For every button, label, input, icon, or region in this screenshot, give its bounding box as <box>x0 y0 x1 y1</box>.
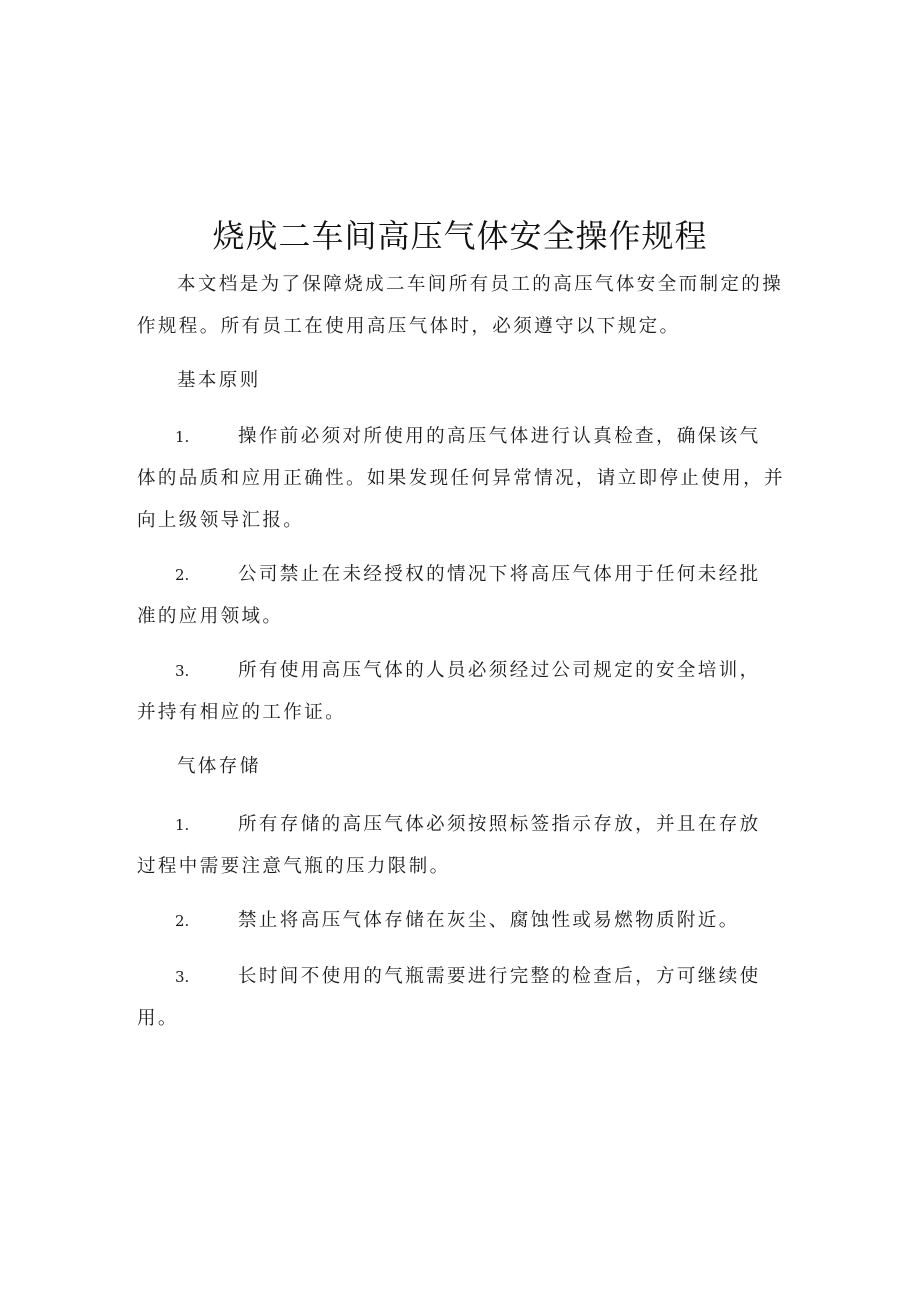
list-item-number: 3. <box>175 968 190 986</box>
list-item-first-line: 所有使用高压气体的人员必须经过公司规定的安全培训， <box>238 660 761 681</box>
section-heading-gas-storage: 气体存储 <box>177 756 261 777</box>
intro-paragraph: 本文档是为了保障烧成二车间所有员工的高压气体安全而制定的操作规程。所有员工在使用高压气体时，必须遵守以下规定。 <box>137 274 784 337</box>
list-item-continuation: 准的应用领域。 <box>137 606 284 627</box>
list-item <box>137 416 797 542</box>
list-item <box>137 900 797 942</box>
list-item-first-line: 长时间不使用的气瓶需要进行完整的检查后，方可继续使 <box>238 966 761 987</box>
list-item-first-line: 所有存储的高压气体必须按照标签指示存放，并且在存放 <box>238 814 761 835</box>
list-item <box>137 804 797 888</box>
list-item-first-line: 禁止将高压气体存储在灰尘、腐蚀性或易燃物质附近。 <box>238 910 740 931</box>
list-item <box>137 956 797 1040</box>
list-item-number: 2. <box>175 566 190 584</box>
list-item-continuation: 并持有相应的工作证。 <box>137 702 347 723</box>
document-title: 烧成二车间高压气体安全操作规程 <box>212 217 708 255</box>
list-item-number: 2. <box>175 912 190 930</box>
section-heading-basic-principles: 基本原则 <box>177 370 261 391</box>
list-item-continuation: 过程中需要注意气瓶的压力限制。 <box>137 856 451 877</box>
list-item-first-line: 操作前必须对所使用的高压气体进行认真检查，确保该气 <box>238 426 761 447</box>
list-item-number: 3. <box>175 662 190 680</box>
list-item-continuation: 用。 <box>137 1008 179 1029</box>
list-item-first-line: 公司禁止在未经授权的情况下将高压气体用于任何未经批 <box>238 564 761 585</box>
list-item-number: 1. <box>175 428 190 446</box>
list-item <box>137 650 797 734</box>
list-item-number: 1. <box>175 816 190 834</box>
list-item-continuation: 体的品质和应用正确性。如果发现任何异常情况，请立即停止使用，并向上级领导汇报。 <box>137 468 785 531</box>
list-item <box>137 554 797 638</box>
